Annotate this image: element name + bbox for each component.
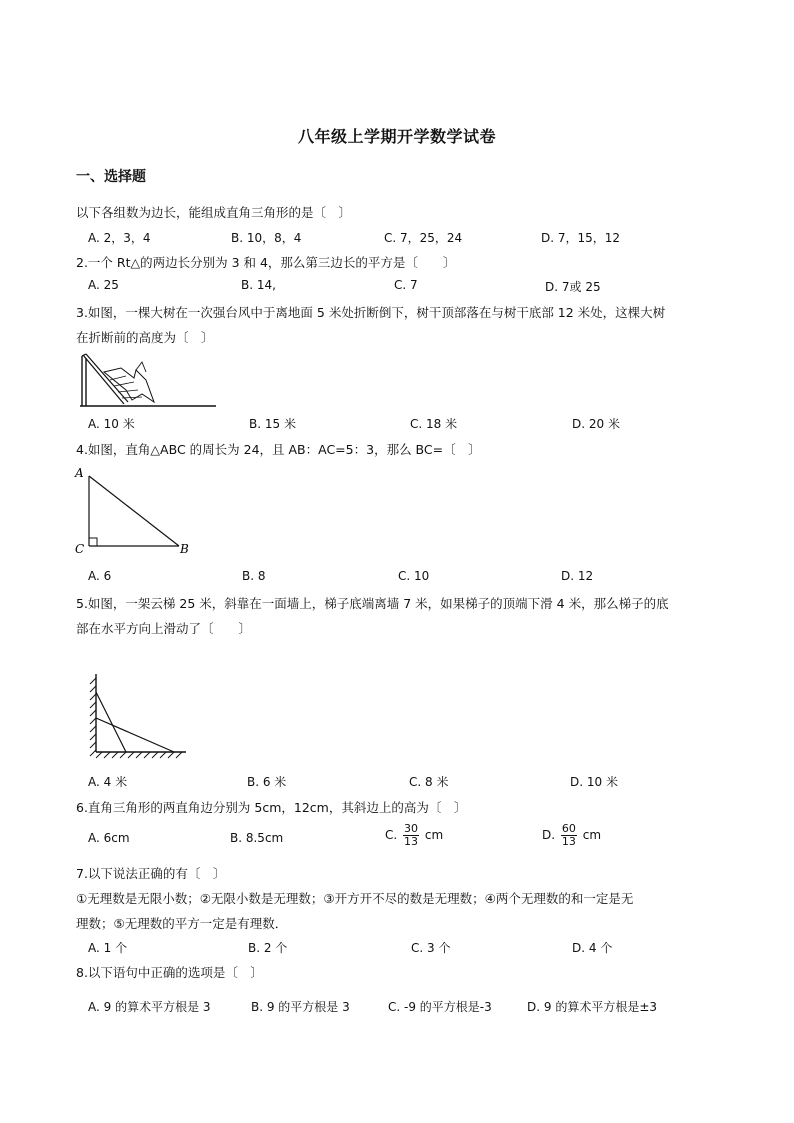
q2-option-b: B. 14, — [241, 278, 276, 292]
question-4-stem: 4.如图，直角△ABC 的周长为 24，且 AB：AC=5：3，那么 BC=〔 〕 — [76, 442, 481, 457]
q8-option-a: A. 9 的算术平方根是 3 — [88, 1000, 211, 1014]
q6-option-c-numerator: 30 — [404, 822, 419, 835]
question-1-stem: 以下各组数为边长，能组成直角三角形的是〔 〕 — [76, 205, 352, 220]
q7-option-a: A. 1 个 — [88, 941, 128, 955]
ladder-wall-figure — [84, 670, 190, 758]
q1-option-d: D. 7，15，12 — [541, 231, 621, 245]
q2-option-a: A. 25 — [88, 278, 119, 292]
q5-option-d: D. 10 米 — [570, 775, 618, 789]
q8-option-d: D. 9 的算术平方根是±3 — [527, 1000, 658, 1014]
question-3-stem-line1: 3.如图，一棵大树在一次强台风中于离地面 5 米处折断倒下，树干顶部落在与树干底部 12 米处，这棵大树 — [76, 305, 666, 320]
q1-option-a: A. 2，3，4 — [88, 231, 151, 245]
vertex-label-a: A — [75, 466, 84, 480]
question-8-stem: 8.以下语句中正确的选项是〔 〕 — [76, 965, 263, 980]
q5-option-c: C. 8 米 — [409, 775, 449, 789]
q8-option-b: B. 9 的平方根是 3 — [251, 1000, 350, 1014]
question-6-stem: 6.直角三角形的两直角边分别为 5cm，12cm，其斜边上的高为〔 〕 — [76, 800, 467, 815]
q7-option-d: D. 4 个 — [572, 941, 613, 955]
q3-option-b: B. 15 米 — [249, 417, 296, 431]
q4-option-a: A. 6 — [88, 569, 112, 583]
q6-option-c — [385, 823, 443, 848]
q1-option-b: B. 10，8，4 — [231, 231, 302, 245]
q6-option-d-unit: cm — [582, 828, 602, 842]
q5-option-a: A. 4 米 — [88, 775, 128, 789]
broken-tree-figure — [76, 350, 218, 410]
question-5-stem-line1: 5.如图，一架云梯 25 米，斜靠在一面墙上，梯子底端离墙 7 米，如果梯子的顶端下滑 4 米，那么梯子的底 — [76, 596, 669, 611]
question-3-stem-line2: 在折断前的高度为〔 〕 — [76, 330, 214, 345]
q3-option-d: D. 20 米 — [572, 417, 620, 431]
question-7-body-line1: ①无理数是无限小数；②无限小数是无理数；③开方开不尽的数是无理数；④两个无理数的和一定是无 — [76, 891, 634, 906]
q6-option-c-prefix: C. — [385, 828, 398, 842]
q3-option-c: C. 18 米 — [410, 417, 458, 431]
q4-option-d: D. 12 — [561, 569, 594, 583]
q6-option-d-denominator: 13 — [561, 835, 576, 848]
q7-option-b: B. 2 个 — [248, 941, 288, 955]
q8-option-c: C. -9 的平方根是-3 — [388, 1000, 492, 1014]
q6-option-d-numerator: 60 — [561, 822, 576, 835]
question-2-stem: 2.一个 Rt△的两边长分别为 3 和 4，那么第三边长的平方是〔 〕 — [76, 255, 456, 270]
q6-option-b: B. 8.5cm — [230, 831, 284, 845]
question-7-stem: 7.以下说法正确的有〔 〕 — [76, 866, 226, 881]
q1-option-c: C. 7，25，24 — [384, 231, 463, 245]
question-7-body-line2: 理数；⑤无理数的平方一定是有理数． — [76, 916, 288, 931]
q3-option-a: A. 10 米 — [88, 417, 135, 431]
q6-option-d — [542, 823, 601, 848]
q4-option-c: C. 10 — [398, 569, 430, 583]
vertex-label-b: B — [180, 542, 189, 556]
q5-option-b: B. 6 米 — [247, 775, 287, 789]
q6-option-c-unit: cm — [424, 828, 444, 842]
q6-option-c-denominator: 13 — [404, 835, 419, 848]
q2-option-c: C. 7 — [394, 278, 418, 292]
q6-option-a: A. 6cm — [88, 831, 130, 845]
vertex-label-c: C — [75, 542, 85, 556]
q7-option-c: C. 3 个 — [411, 941, 451, 955]
q4-option-b: B. 8 — [242, 569, 266, 583]
section-heading: 一、选择题 — [76, 169, 146, 185]
q6-option-d-prefix: D. — [542, 828, 556, 842]
page-title: 八年级上学期开学数学试卷 — [297, 127, 496, 146]
question-5-stem-line2: 部在水平方向上滑动了〔 〕 — [76, 621, 252, 636]
q6-option-c-fraction — [403, 823, 419, 848]
q6-option-d-fraction — [561, 823, 577, 848]
q2-option-d: D. 7或 25 — [545, 280, 601, 294]
triangle-abc-figure — [72, 464, 197, 559]
